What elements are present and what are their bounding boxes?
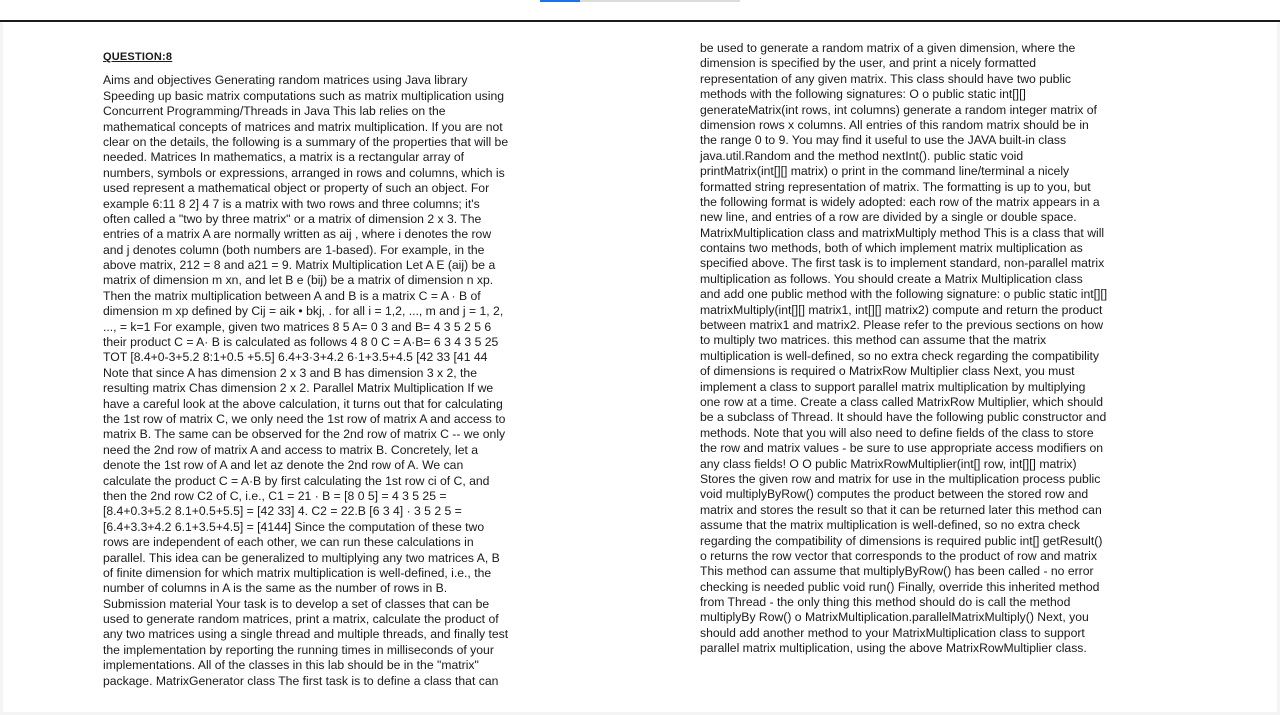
text-line: multiplication as follows. You should create a Matrix Multiplication class	[700, 271, 1083, 286]
text-line: implementations. All of the classes in this lab should be in the "matrix"	[103, 658, 479, 673]
text-line: the following format is widely adopted: each row of the matrix appears in a	[700, 194, 1100, 209]
text-line: methods. Note that you will also need to define fields of the class to store	[700, 425, 1094, 440]
text-line: dimension m xp defined by Cij = aik • bkj, . for all i = 1,2, ..., m and j = 1, 2,	[103, 304, 504, 319]
text-line: needed. Matrices In mathematics, a matrix is a rectangular array of	[103, 150, 465, 165]
text-line: generateMatrix(int rows, int columns) generate a random integer matrix of	[700, 102, 1097, 117]
text-line: Then the matrix multiplication between A and B is a matrix C = A · B of	[103, 288, 481, 303]
active-tab-indicator[interactable]	[540, 0, 580, 2]
text-line: entries of a matrix A are normally written as aij , where i denotes the row	[103, 227, 492, 242]
text-line: Concurrent Programming/Threads in Java This lab relies on the	[103, 104, 446, 119]
text-line: java.util.Random and the method nextInt(). public static void	[700, 148, 1024, 163]
text-line: void multiplyByRow() computes the product between the stored row and	[700, 487, 1089, 502]
text-line: from Thread - the only thing this method should do is call the method	[700, 595, 1071, 610]
text-line: be a subclass of Thread. It should have the following public constructor and	[700, 410, 1107, 425]
text-line: then the 2nd row C2 of C, i.e., C1 = 21 · B = [8 0 5] = 4 3 5 25 =	[103, 488, 447, 503]
text-line: have a careful look at the above calculation, it turns out that for calculating	[103, 396, 503, 411]
text-line: [8.4+0.3+5.2 8.1+0.5+5.5] = [42 33] 4. C2 = 22.B [6 3 4] · 3 5 2 5 =	[103, 504, 462, 519]
text-line: dimension is specified by the user, and print a nicely formatted	[700, 56, 1037, 71]
text-line: any class fields! O O public MatrixRowMultiplier(int[] row, int[][] matrix)	[700, 456, 1077, 471]
viewer-top-bar	[0, 0, 1280, 22]
text-line: checking is needed public void run() Finally, override this inherited method	[700, 579, 1100, 594]
text-line: Submission material Your task is to develop a set of classes that can be	[103, 596, 490, 611]
text-line: denote the 1st row of A and let az denote the 2nd row of A. We can	[103, 458, 464, 473]
text-line: new line, and entries of a row are divided by a single or double space.	[700, 210, 1077, 225]
document-page	[3, 22, 1277, 712]
text-line: o returns the row vector that corresponds to the product of row and matrix	[700, 548, 1097, 563]
text-line: often called a "two by three matrix" or a matrix of dimension 2 x 3. The	[103, 211, 482, 226]
text-line: of finite dimension for which matrix multiplication is well-defined, i.e., the	[103, 565, 492, 580]
text-line: the 1st row of matrix C, we only need the 1st row of matrix A and access to	[103, 412, 506, 426]
text-line: and j denotes column (both numbers are 1-based). For example, in the	[103, 242, 485, 257]
text-line: methods with the following signatures: O o public static int[][]	[700, 87, 1026, 102]
text-line: calculate the product C = A·B by first calculating the 1st row ci of C, and	[103, 473, 490, 488]
text-line: the range 0 to 9. You may find it useful to use the JAVA built-in class	[700, 133, 1067, 148]
text-line: Note that since A has dimension 2 x 3 and B has dimension 3 x 2, the	[103, 365, 477, 380]
text-line: assume that the matrix multiplication is well-defined, so no extra check	[700, 518, 1081, 533]
text-line: [6.4+3.3+4.2 6.1+3.5+4.5] = [4144] Since the computation of these two	[103, 519, 485, 534]
text-line: formatted string representation of matrix. The formatting is up to you, but	[700, 179, 1091, 194]
text-line: above matrix, 212 = 8 and a21 = 9. Matrix Multiplication Let A E (aij) be a	[103, 258, 496, 273]
text-line: clear on the details, the following is a summary of the properties that will be	[103, 134, 509, 149]
text-line: to multiply two matrices. this method can assume that the matrix	[700, 333, 1047, 348]
text-line: should add another method to your MatrixMultiplication class to support	[700, 625, 1085, 640]
text-line: example 6:11 8 2] 4 7 is a matrix with two rows and three columns; it's	[103, 196, 480, 211]
text-line: used to generate random matrices, print a matrix, calculate the product of	[103, 612, 499, 627]
text-line: package. MatrixGenerator class The first task is to define a class that can	[103, 673, 499, 688]
text-line: resulting matrix Chas dimension 2 x 2. Parallel Matrix Multiplication If we	[103, 381, 494, 396]
text-line: This method can assume that multiplyByRow() has been called - no error	[700, 564, 1094, 579]
tab-track	[580, 0, 740, 2]
text-line: Stores the given row and matrix for use in the multiplication process public	[700, 471, 1101, 486]
text-line: the row and matrix values - be sure to use appropriate access modifiers on	[700, 441, 1104, 456]
text-line: rows are independent of each other, we can run these calculations in	[103, 535, 474, 550]
text-line: parallel. This idea can be generalized to multiplying any two matrices A, B	[103, 550, 500, 565]
text-line: one row at a time. Create a class called MatrixRow Multiplier, which should	[700, 394, 1104, 409]
text-line: and add one public method with the following signature: o public static int[][]	[700, 287, 1108, 302]
text-line: numbers, symbols or expressions, arranged in rows and columns, which is	[103, 165, 505, 180]
text-line: TOT [8.4+0-3+5.2 8:1+0.5 +5.5] 6.4+3·3+4.2 6·1+3.5+4.5 [42 33 [41 44	[103, 350, 488, 365]
text-line: ..., = k=1 For example, given two matrices 8 5 A= 0 3 and B= 4 3 5 2 5 6	[103, 319, 492, 334]
text-line: matrix of dimension m xn, and let B e (bij) be a matrix of dimension n xp.	[103, 273, 494, 288]
left-column	[103, 50, 513, 689]
text-line: mathematical concepts of matrices and matrix multiplication. If you are not	[103, 119, 503, 134]
text-line: representation of any given matrix. This class should have two public	[700, 71, 1072, 86]
text-line: Speeding up basic matrix computations such as matrix multiplication using	[103, 88, 505, 103]
text-line: need the 2nd row of matrix A and access to matrix B. Concretely, let a	[103, 442, 479, 457]
text-line: any two matrices using a single thread and multiple threads, and finally test	[103, 627, 509, 642]
text-line: dimension rows x columns. All entries of this random matrix should be in	[700, 117, 1089, 132]
question-title: QUESTION:8	[103, 51, 173, 63]
text-line: their product C = A· B is calculated as follows 4 8 0 C = A·B= 6 3 4 3 5 25	[103, 335, 499, 350]
text-line: matrix and stores the result so that it can be returned later this method can	[700, 502, 1102, 517]
text-line: number of columns in A is the same as the number of rows in B.	[103, 581, 448, 596]
text-line: MatrixMultiplication class and matrixMultiply method This is a class that will	[700, 225, 1105, 240]
text-line: contains two methods, both of which implement matrix multiplication as	[700, 241, 1083, 256]
text-line: multiplyBy Row() o MatrixMultiplication.parallelMatrixMultiply() Next, you	[700, 610, 1089, 625]
text-line: Aims and objectives Generating random matrices using Java library	[103, 73, 468, 88]
text-line: implement a class to support parallel matrix multiplication by multiplying	[700, 379, 1086, 394]
text-line: printMatrix(int[][] matrix) o print in the command line/terminal a nicely	[700, 164, 1070, 179]
text-line: matrixMultiply(int[][] matrix1, int[][] matrix2) compute and return the product	[700, 302, 1103, 317]
right-column	[700, 41, 1140, 657]
text-line: regarding the compatibility of dimensions is required public int[] getResult()	[700, 533, 1103, 548]
text-line: multiplication is well-defined, so no extra check regarding the compatibility	[700, 348, 1099, 363]
text-line: of dimensions is required o MatrixRow Multiplier class Next, you must	[700, 364, 1075, 379]
text-line: between matrix1 and matrix2. Please refer to the previous sections on how	[700, 318, 1104, 333]
text-line: be used to generate a random matrix of a given dimension, where the	[700, 41, 1076, 55]
text-line: matrix B. The same can be observed for the 2nd row of matrix C -- we only	[103, 427, 506, 442]
text-line: specified above. The first task is to implement standard, non-parallel matrix	[700, 256, 1105, 271]
text-line: parallel matrix multiplication, using the above MatrixRowMultiplier class.	[700, 641, 1087, 656]
text-line: the implementation by reporting the running times in milliseconds of your	[103, 642, 494, 657]
text-line: used represent a mathematical object or property of such an object. For	[103, 181, 490, 196]
